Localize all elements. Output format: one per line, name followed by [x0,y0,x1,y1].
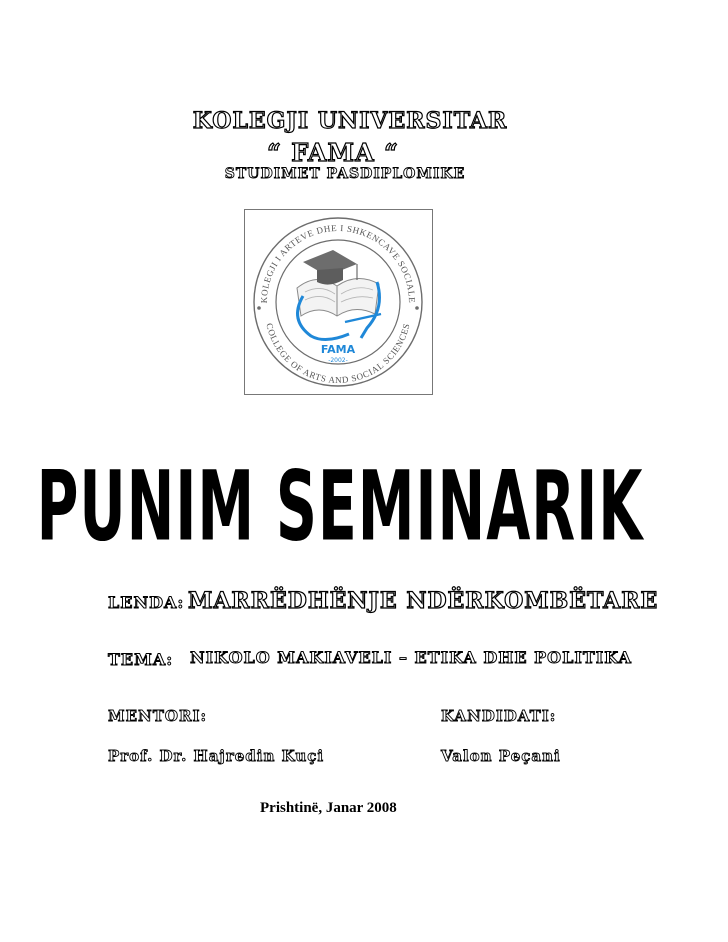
candidate-label: KANDIDATI: [441,707,557,725]
studies-subtitle: STUDIMET PASDIPLOMIKE [224,166,466,182]
college-brand: “ FAMA “ [267,138,399,167]
document-title: PUNIM SEMINARIK [36,449,644,563]
candidate-name: Valon Peçani [441,747,561,765]
mentor-label: MENTORI: [108,707,207,725]
topic-label: TEMA: [108,650,174,669]
logo-year: -2002- [328,357,348,364]
fama-logo-graphic [245,210,432,394]
logo-ring-top-text: KOLEGJI I ARTEVE DHE I SHKENCAVE SOCIALE [258,222,418,304]
college-name: KOLEGJI UNIVERSITAR [192,108,508,134]
college-logo [244,209,433,395]
subject-value: MARRËDHËNJE NDËRKOMBËTARE [188,588,659,614]
logo-ring-bottom-text: COLLEGE OF ARTS AND SOCIAL SCIENCES [264,322,412,386]
place-and-date: Prishtinë, Janar 2008 [260,800,397,816]
mentor-name: Prof. Dr. Hajredin Kuçi [108,747,325,765]
topic-value: NIKOLO MAKIAVELI – ETIKA DHE POLITIKA [190,648,632,667]
logo-name: FAMA [320,343,356,356]
subject-label: LENDA: [108,593,185,612]
